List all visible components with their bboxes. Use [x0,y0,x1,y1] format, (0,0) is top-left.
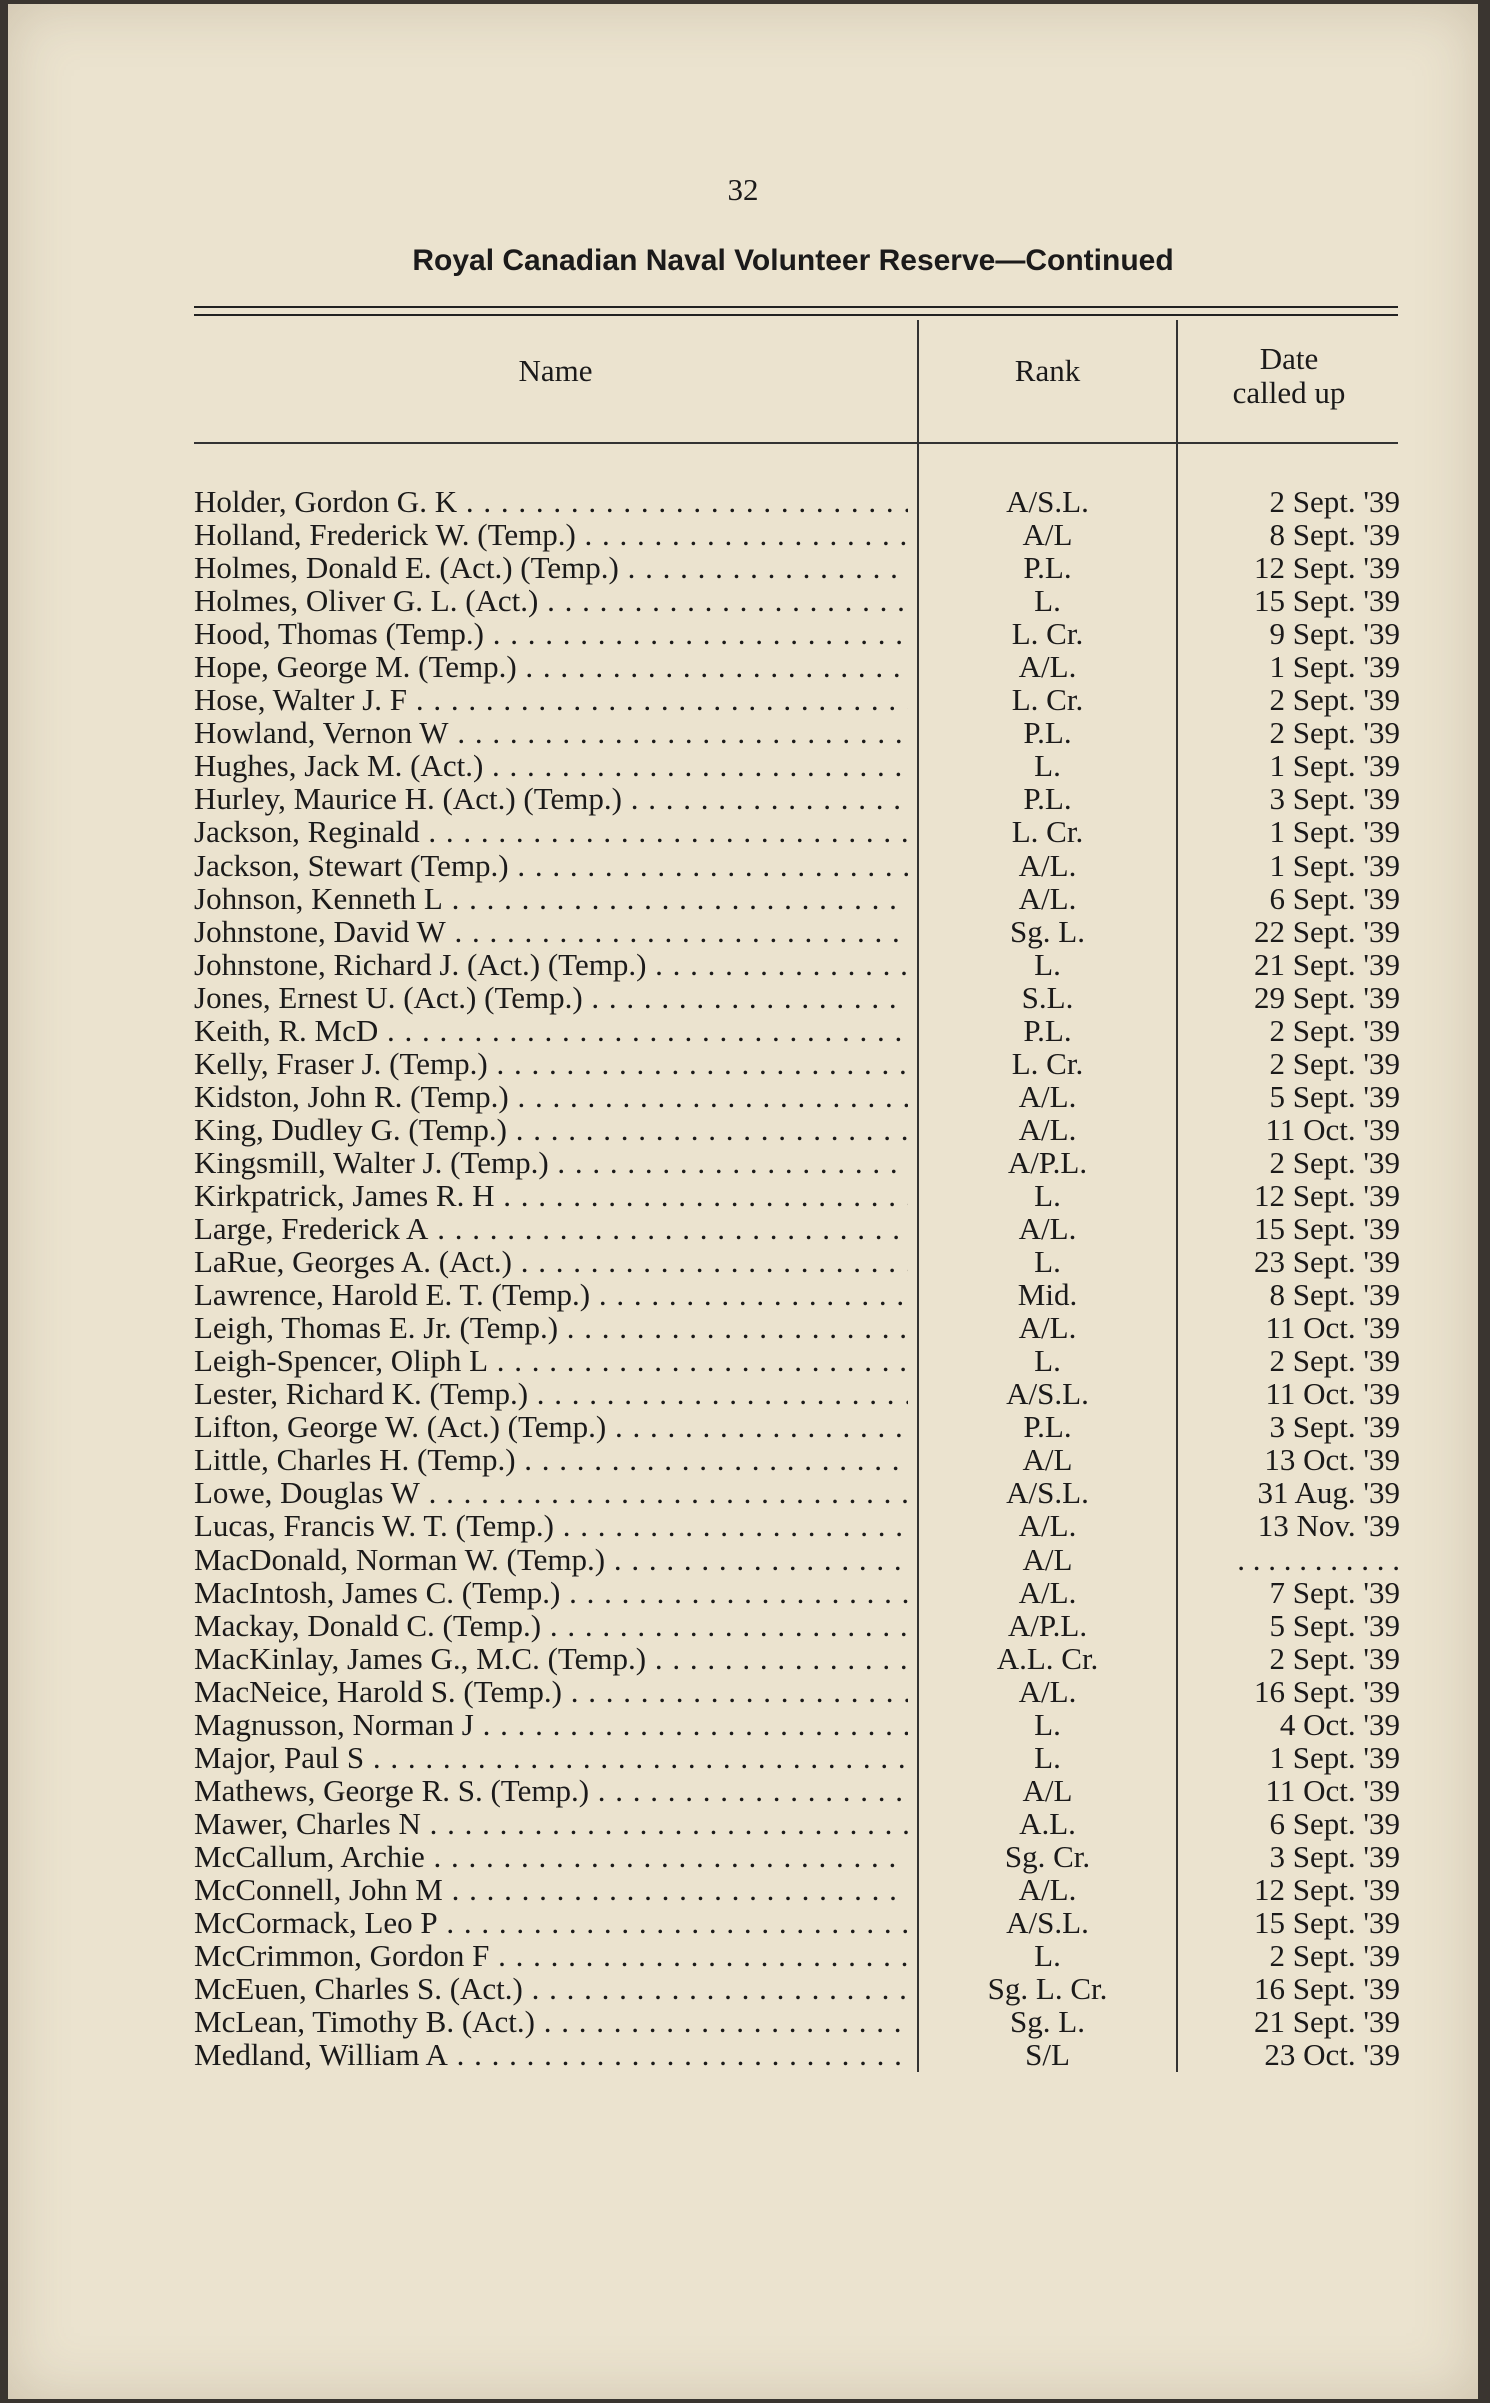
table-row [8,1608,1478,1641]
row-name: LaRue, Georges A. (Act.) . . . [194,1244,908,1280]
document-page [8,4,1478,2399]
row-date: 1 Sept. '39 [1269,847,1400,883]
table-row [8,1839,1478,1872]
row-name: McCormack, Leo P . . . [194,1905,908,1941]
table-row [8,517,1478,553]
table-row [8,881,1478,914]
row-date: 5 Sept. '39 [1269,1607,1400,1643]
row-date: 1 Sept. '39 [1269,649,1400,685]
row-date: 15 Sept. '39 [1254,1211,1400,1247]
table-row [8,1707,1478,1740]
row-name: Lester, Richard K. (Temp.) . . . [194,1376,908,1412]
row-date: 2 Sept. '39 [1269,1144,1400,1180]
row-rank: A.L. Cr. [996,1640,1099,1676]
row-date: 3 Sept. '39 [1269,781,1400,817]
section-title: Royal Canadian Naval Volunteer Reserve—Continued [412,244,1174,277]
row-name: MacDonald, Norman W. (Temp.) . . . [194,1542,908,1578]
row-date: 3 Sept. '39 [1269,1409,1400,1445]
row-rank: A/L. [1018,1508,1077,1544]
table-row [8,715,1478,751]
row-rank: A.L. [1019,1805,1076,1841]
row-rank: S.L. [1021,979,1074,1015]
row-date: 23 Oct. '39 [1264,2037,1400,2073]
page-number: 32 [727,172,759,207]
row-name: Hughes, Jack M. (Act.) . . . [194,748,908,784]
row-date: 11 Oct. '39 [1265,1772,1400,1808]
row-date: 2 Sept. '39 [1269,1640,1400,1676]
row-name: Holland, Frederick W. (Temp.) . . . [194,517,908,553]
row-date: 12 Sept. '39 [1254,1177,1400,1213]
row-name: MacNeice, Harold S. (Temp.) . . . [194,1674,908,1710]
row-rank: Mid. [1017,1277,1078,1313]
row-rank: L. [1034,946,1061,982]
table-row [8,848,1478,881]
row-date: 4 Oct. '39 [1279,1706,1400,1742]
row-date: 6 Sept. '39 [1269,1805,1400,1841]
row-rank: L. [1034,1739,1061,1775]
row-rank: A/L. [1018,847,1077,883]
row-name: Hope, George M. (Temp.) . . . [194,649,908,685]
row-name: Lifton, George W. (Act.) (Temp.) . . . [194,1409,908,1445]
table-row [8,748,1478,784]
table-row [8,1244,1478,1280]
row-name: Jones, Ernest U. (Act.) (Temp.) . . . [194,980,908,1016]
row-rank: Sg. L. Cr. [987,1971,1108,2007]
row-date: 11 Oct. '39 [1265,1111,1400,1147]
row-date: 2 Sept. '39 [1269,484,1400,519]
row-name: Magnusson, Norman J . . . [194,1707,908,1743]
row-rank: A/L. [1018,1871,1077,1907]
row-name: MacIntosh, James C. (Temp.) . . . [194,1575,908,1611]
table-row [8,781,1478,817]
table-row [8,1343,1478,1379]
table-row [8,1079,1478,1112]
row-rank: A/L [1022,1541,1073,1577]
row-date: 11 Oct. '39 [1265,1376,1400,1412]
table-row [8,1938,1478,1974]
column-header-rank: Rank [1014,353,1081,388]
row-name: Kelly, Fraser J. (Temp.) . . . [194,1046,908,1082]
table-row [8,583,1478,619]
table-row [8,1508,1478,1544]
column-header-date-line1: Date [1259,341,1319,376]
table-row [8,682,1478,718]
row-rank: Sg. Cr. [1004,1838,1091,1874]
table-row [8,1674,1478,1707]
table-row [8,2037,1478,2073]
row-rank: L. [1034,1343,1061,1379]
table-row [8,914,1478,947]
table-row [8,1046,1478,1079]
column-header-name: Name [518,353,593,388]
table-row [8,2004,1478,2040]
table-row [8,947,1478,980]
table-row [8,1905,1478,1941]
row-date: 21 Sept. '39 [1254,2004,1400,2040]
row-date: 2 Sept. '39 [1269,1012,1400,1048]
table-row [8,980,1478,1013]
table-row [8,649,1478,685]
row-rank: A/S.L. [1006,1905,1089,1941]
row-date: 22 Sept. '39 [1254,913,1400,949]
row-rank: P.L. [1023,550,1072,586]
row-date: 2 Sept. '39 [1269,1045,1400,1081]
row-date: 11 Oct. '39 [1265,1310,1400,1346]
row-name: Lucas, Francis W. T. (Temp.) . . . [194,1508,908,1544]
row-rank: L. [1034,748,1061,784]
table-row [8,1773,1478,1806]
table-row [8,1641,1478,1674]
row-rank: A/P.L. [1007,1144,1088,1180]
table-row [8,1575,1478,1608]
row-rank: Sg. L. [1010,913,1085,949]
row-name: Jackson, Stewart (Temp.) . . . [194,848,908,884]
table-row [8,1475,1478,1511]
row-rank: L. [1034,1938,1061,1974]
row-name: McConnell, John M . . . [194,1872,908,1908]
row-name: Johnstone, Richard J. (Act.) (Temp.) . . . [194,947,908,983]
table-row [8,1211,1478,1247]
row-name: Johnstone, David W . . . [194,914,908,950]
table-row [8,1806,1478,1839]
row-name: Mackay, Donald C. (Temp.) . . . [194,1608,908,1644]
roster-table-body [8,484,1478,2073]
row-name: Jackson, Reginald . . . [194,814,908,850]
row-name: Holder, Gordon G. K . . . [194,484,908,520]
table-row [8,616,1478,652]
table-row [8,1376,1478,1412]
row-rank: A/S.L. [1006,1376,1089,1412]
row-name: Kingsmill, Walter J. (Temp.) . . . [194,1145,908,1181]
row-date: 2 Sept. '39 [1269,1343,1400,1379]
row-date: 31 Aug. '39 [1257,1475,1400,1511]
row-rank: A/L [1022,517,1073,553]
row-rank: A/L. [1018,1111,1077,1147]
row-date: 3 Sept. '39 [1269,1838,1400,1874]
row-name: Leigh-Spencer, Oliph L . . . [194,1343,908,1379]
row-rank: A/L. [1018,1078,1077,1114]
row-date: 9 Sept. '39 [1269,616,1400,652]
row-rank: A/L. [1018,649,1077,685]
row-rank: A/L [1022,1772,1073,1808]
row-rank: A/L. [1018,1574,1077,1610]
table-row [8,1740,1478,1773]
row-date: 2 Sept. '39 [1269,682,1400,718]
row-name: Hood, Thomas (Temp.) . . . [194,616,908,652]
row-rank: P.L. [1023,1409,1072,1445]
table-row [8,1409,1478,1445]
row-date: . . . . . . . . . . . [1237,1541,1400,1577]
row-rank: Sg. L. [1010,2004,1085,2040]
row-name: McCallum, Archie . . . [194,1839,908,1875]
row-date: 5 Sept. '39 [1269,1078,1400,1114]
row-rank: L. [1034,1706,1061,1742]
row-name: Medland, William A . . . [194,2037,908,2073]
row-date: 15 Sept. '39 [1254,583,1400,619]
row-rank: L. Cr. [1011,1045,1084,1081]
row-name: King, Dudley G. (Temp.) . . . [194,1112,908,1148]
row-name: Keith, R. McD . . . [194,1013,908,1049]
table-row [8,814,1478,850]
row-date: 2 Sept. '39 [1269,1938,1400,1974]
row-date: 1 Sept. '39 [1269,1739,1400,1775]
table-row [8,1277,1478,1313]
row-date: 2 Sept. '39 [1269,715,1400,751]
table-row [8,1178,1478,1211]
row-date: 8 Sept. '39 [1269,517,1400,553]
row-rank: A/S.L. [1006,484,1089,519]
row-date: 6 Sept. '39 [1269,880,1400,916]
row-date: 8 Sept. '39 [1269,1277,1400,1313]
row-rank: P.L. [1023,781,1072,817]
row-rank: P.L. [1023,1012,1072,1048]
column-header-date [1178,342,1400,410]
row-rank: A/S.L. [1006,1475,1089,1511]
row-rank: A/P.L. [1007,1607,1088,1643]
row-name: Large, Frederick A . . . [194,1211,908,1247]
row-name: Howland, Vernon W . . . [194,715,908,751]
row-rank: L. Cr. [1011,814,1084,850]
table-top-rule-double [194,314,1398,316]
row-name: Mathews, George R. S. (Temp.) . . . [194,1773,908,1809]
row-rank: L. [1034,1177,1061,1213]
row-rank: A/L [1022,1442,1073,1478]
row-date: 15 Sept. '39 [1254,1905,1400,1941]
table-row [8,1542,1478,1575]
row-date: 13 Oct. '39 [1264,1442,1400,1478]
row-date: 16 Sept. '39 [1254,1673,1400,1709]
row-rank: A/L. [1018,880,1077,916]
row-name: McEuen, Charles S. (Act.) . . . [194,1971,908,2007]
row-name: Holmes, Oliver G. L. (Act.) . . . [194,583,908,619]
row-rank: L. [1034,583,1061,619]
table-row [8,1013,1478,1046]
row-name: Hose, Walter J. F . . . [194,682,908,718]
row-name: Major, Paul S . . . [194,1740,908,1776]
row-date: 21 Sept. '39 [1254,946,1400,982]
row-name: McCrimmon, Gordon F . . . [194,1938,908,1974]
row-name: Kidston, John R. (Temp.) . . . [194,1079,908,1115]
row-rank: P.L. [1023,715,1072,751]
row-name: MacKinlay, James G., M.C. (Temp.) . . . [194,1641,908,1677]
row-rank: L. Cr. [1011,616,1084,652]
row-date: 7 Sept. '39 [1269,1574,1400,1610]
header-bottom-rule [194,442,1398,444]
row-date: 1 Sept. '39 [1269,814,1400,850]
row-date: 1 Sept. '39 [1269,748,1400,784]
row-name: Little, Charles H. (Temp.) . . . [194,1442,908,1478]
row-name: Kirkpatrick, James R. H . . . [194,1178,908,1214]
table-row [8,1971,1478,2007]
column-header-date-line2: called up [1232,375,1346,410]
row-date: 29 Sept. '39 [1254,979,1400,1015]
row-name: Johnson, Kenneth L . . . [194,881,908,917]
row-date: 13 Nov. '39 [1257,1508,1400,1544]
row-rank: A/L. [1018,1211,1077,1247]
row-name: Mawer, Charles N . . . [194,1806,908,1842]
table-row [8,550,1478,586]
row-date: 23 Sept. '39 [1254,1244,1400,1280]
row-name: Lawrence, Harold E. T. (Temp.) . . . [194,1277,908,1313]
table-row [8,1442,1478,1478]
row-name: Holmes, Donald E. (Act.) (Temp.) . . . [194,550,908,586]
row-rank: A/L. [1018,1673,1077,1709]
row-date: 12 Sept. '39 [1254,550,1400,586]
row-rank: S/L [1025,2037,1070,2073]
table-top-rule [194,306,1398,308]
row-date: 16 Sept. '39 [1254,1971,1400,2007]
row-name: McLean, Timothy B. (Act.) . . . [194,2004,908,2040]
row-date: 12 Sept. '39 [1254,1871,1400,1907]
table-row [8,1872,1478,1905]
row-name: Hurley, Maurice H. (Act.) (Temp.) . . . [194,781,908,817]
row-name: Leigh, Thomas E. Jr. (Temp.) . . . [194,1310,908,1346]
table-row [8,1145,1478,1178]
table-row [8,1310,1478,1346]
row-rank: L. Cr. [1011,682,1084,718]
row-rank: L. [1034,1244,1061,1280]
table-row [8,1112,1478,1145]
table-row [8,484,1478,517]
row-rank: A/L. [1018,1310,1077,1346]
row-name: Lowe, Douglas W . . . [194,1475,908,1511]
